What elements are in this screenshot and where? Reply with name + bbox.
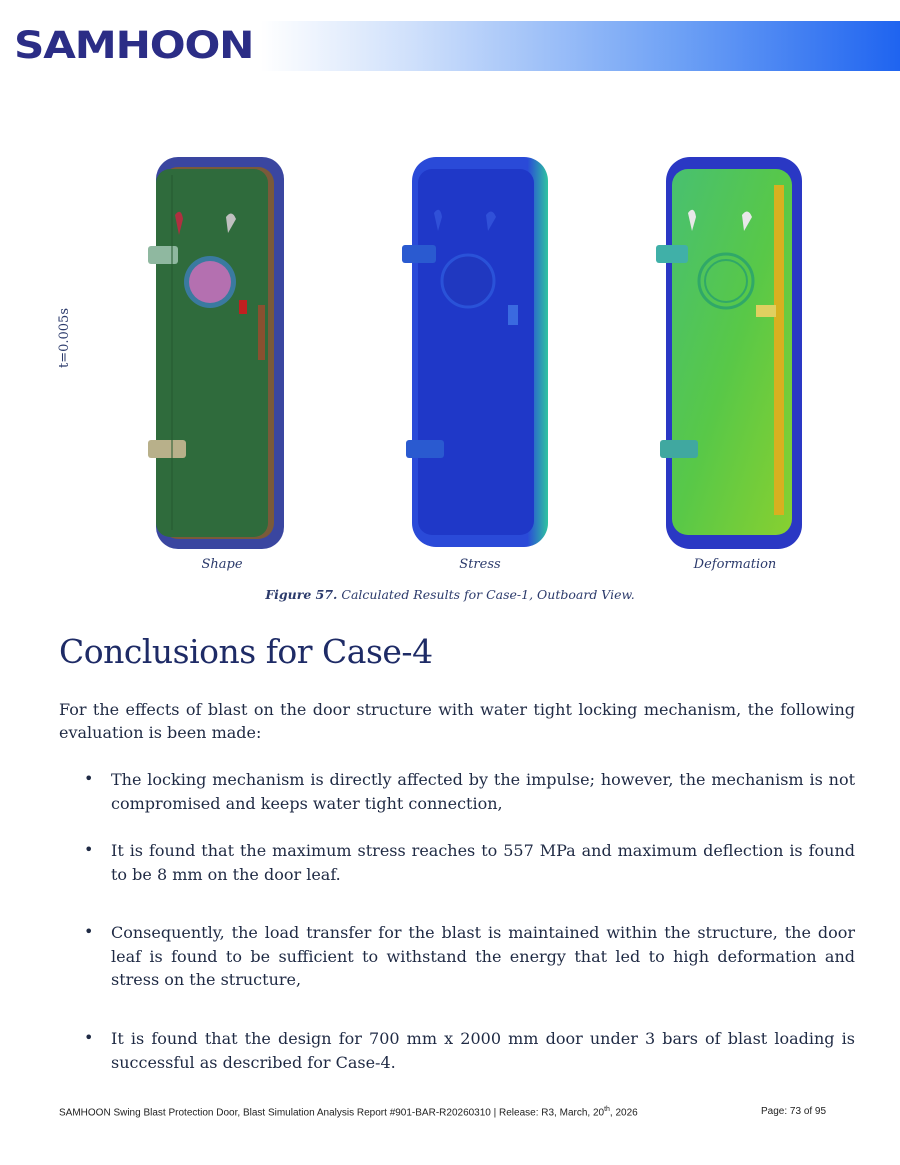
stress-door-image	[402, 155, 542, 550]
footer-sup: th	[604, 1106, 610, 1113]
page-number: Page: 73 of 95	[761, 1106, 827, 1117]
time-label: t=0.005s	[57, 307, 72, 368]
bullet-marker: •	[84, 840, 94, 859]
footer-text	[59, 1106, 638, 1118]
panel-caption-deformation: Deformation	[693, 557, 777, 572]
footer-tail: , 2026	[609, 1107, 638, 1119]
panel-caption-stress: Stress	[459, 557, 501, 572]
shape-door-image	[148, 155, 288, 550]
deformation-door-image	[656, 155, 796, 550]
bullet-marker: •	[84, 769, 94, 788]
section-title: Conclusions for Case-4	[59, 632, 433, 671]
bullet-item: The locking mechanism is directly affected by the impulse; however, the mechanism is not compromised and keeps water tight connection,	[111, 770, 855, 813]
samhoon-logo: SAMHOON	[14, 24, 254, 67]
figure-caption-text: Calculated Results for Case-1, Outboard View.	[341, 587, 635, 602]
bullet-item: It is found that the design for 700 mm x 2000 mm door under 3 bars of blast loading is successful as described for Case-4.	[111, 1029, 855, 1072]
bullet-item: Consequently, the load transfer for the blast is maintained within the structure, the door leaf is found to be sufficient to withstand the energy that led to high deformation and stress on the structure,	[111, 923, 855, 989]
bullet-marker: •	[84, 1028, 94, 1047]
panel-caption-shape: Shape	[201, 557, 243, 572]
figure-caption-label: Figure 57.	[265, 587, 338, 602]
footer-main: SAMHOON Swing Blast Protection Door, Blast Simulation Analysis Report #901-BAR-R20260310 | Release: R3, March, 20	[59, 1107, 605, 1119]
figure-caption	[0, 587, 900, 602]
bullet-item: It is found that the maximum stress reaches to 557 MPa and maximum deflection is found to be 8 mm on the door leaf.	[111, 841, 855, 884]
intro-paragraph: For the effects of blast on the door structure with water tight locking mechanism, the following evaluation is been made:	[59, 700, 855, 742]
bullet-marker: •	[84, 922, 94, 941]
